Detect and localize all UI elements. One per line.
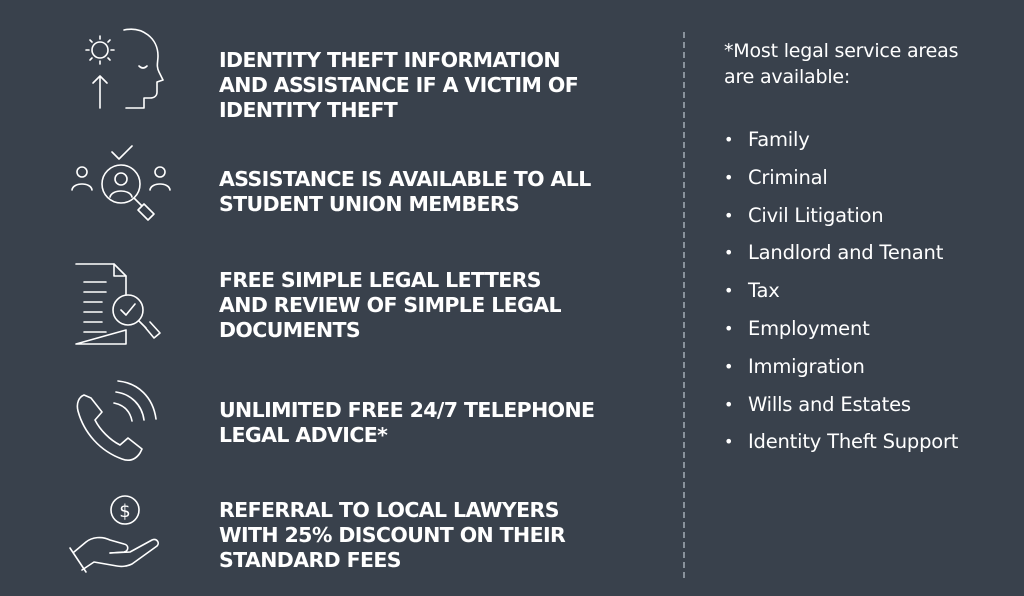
list-item: • Wills and Estates (724, 391, 958, 429)
service-areas-list (724, 126, 958, 466)
people-search-icon (62, 140, 172, 240)
list-item: • Tax (724, 277, 958, 315)
service-areas-column (724, 38, 1014, 454)
feature-text: UNLIMITED FREE 24/7 TELEPHONE LEGAL ADVICE* (219, 398, 595, 447)
bullet-icon: • (724, 130, 734, 149)
bullet-icon: • (724, 205, 734, 225)
list-item: • Criminal (724, 164, 958, 202)
list-item: • Immigration (724, 353, 958, 391)
bullet-icon: • (724, 432, 734, 452)
document-review-icon (62, 258, 172, 358)
list-item: • Employment (724, 315, 958, 353)
phone-call-icon (62, 375, 172, 475)
bullet-icon: • (724, 394, 734, 414)
list-item: • Identity Theft Support (724, 428, 958, 466)
service-areas-intro: *Most legal service areas are available: (724, 40, 959, 88)
bullet-icon: • (724, 318, 734, 338)
list-item: • Civil Litigation (724, 202, 958, 240)
feature-text: ASSISTANCE IS AVAILABLE TO ALL STUDENT UNION MEMBERS (219, 167, 591, 216)
head-idea-icon (62, 22, 172, 122)
list-item: • Landlord and Tenant (724, 239, 958, 277)
bullet-icon: • (724, 167, 734, 187)
bullet-icon: • (724, 356, 734, 376)
svg-text:$: $ (119, 501, 131, 522)
hand-dollar-icon (62, 488, 172, 588)
feature-text: FREE SIMPLE LEGAL LETTERS AND REVIEW OF SIMPLE LEGAL DOCUMENTS (219, 268, 562, 342)
bullet-icon: • (724, 243, 734, 263)
dashed-divider (683, 32, 685, 578)
list-item: • Family (724, 126, 958, 164)
feature-text: REFERRAL TO LOCAL LAWYERS WITH 25% DISCOUNT ON THEIR STANDARD FEES (219, 498, 566, 572)
feature-text: IDENTITY THEFT INFORMATION AND ASSISTANCE IF A VICTIM OF IDENTITY THEFT (219, 48, 579, 122)
bullet-icon: • (724, 281, 734, 301)
